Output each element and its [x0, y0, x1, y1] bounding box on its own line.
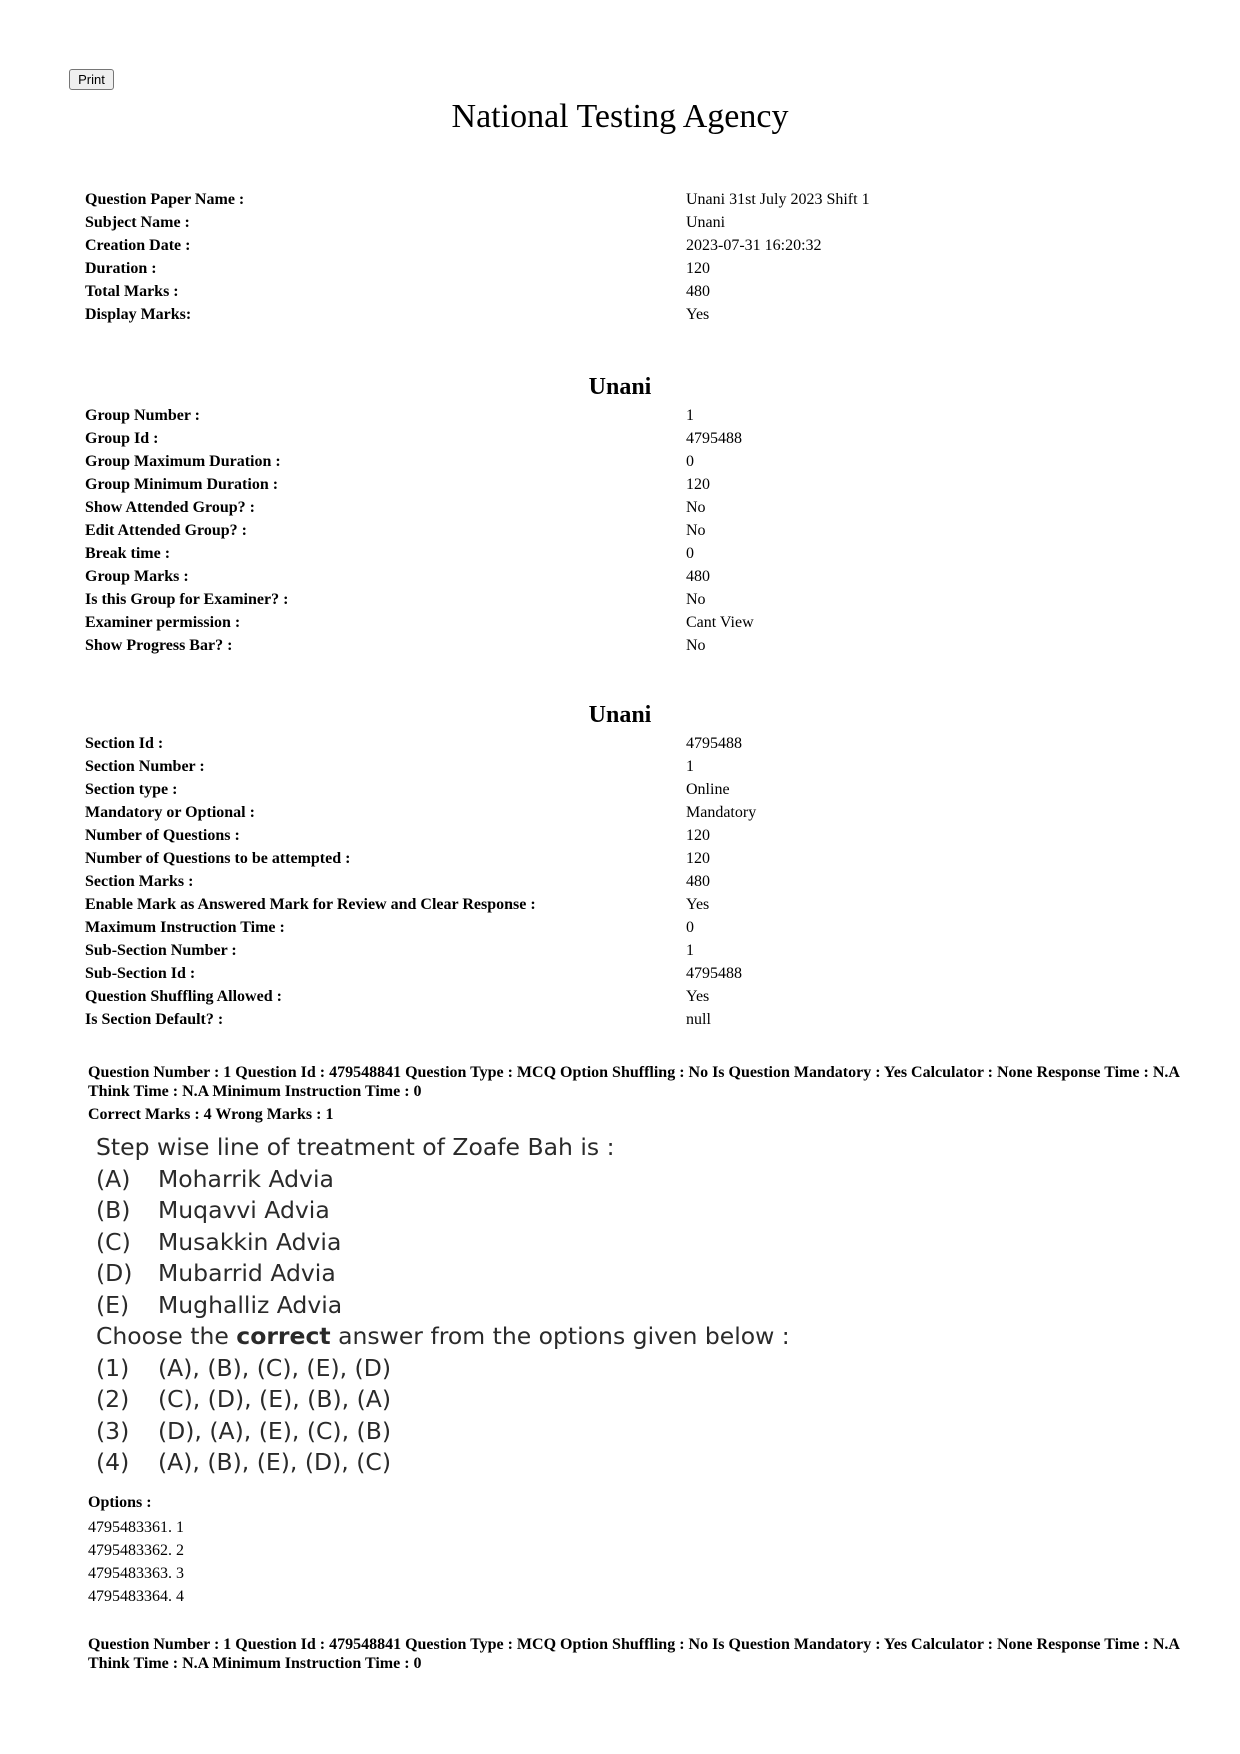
- field-value: 0: [686, 453, 694, 470]
- field-label: Number of Questions to be attempted :: [85, 850, 351, 867]
- section-info-row: [85, 916, 1185, 939]
- field-value: 1: [686, 942, 694, 959]
- answer-choice: [96, 1447, 796, 1479]
- group-info-row: [85, 588, 1185, 611]
- statement-marker: (E): [96, 1290, 130, 1319]
- choose-prefix: Choose the: [96, 1322, 237, 1350]
- field-label: Number of Questions :: [85, 827, 240, 844]
- group-info-row: [85, 427, 1185, 450]
- field-label: Group Marks :: [85, 568, 189, 585]
- field-label: Examiner permission :: [85, 614, 241, 631]
- field-label: Display Marks:: [85, 306, 192, 323]
- field-label: Show Progress Bar? :: [85, 637, 233, 654]
- section-info-row: [85, 847, 1185, 870]
- section-info-row: [85, 824, 1185, 847]
- group-info-table: [85, 404, 1185, 657]
- paper-info-row: [85, 211, 1185, 234]
- choice-marker: (2): [96, 1385, 130, 1413]
- next-question-header: Question Number : 1 Question Id : 479548841 Question Type : MCQ Option Shuffling : No Is Question Mandatory : Yes Calculator : None Response Time : N.A Think Time : N.A Minimum Instruction Time : 0: [88, 1636, 1180, 1672]
- field-value: 0: [686, 919, 694, 936]
- field-value: 0: [686, 545, 694, 562]
- option-id: 4795483364. 4: [88, 1588, 184, 1605]
- field-value: No: [686, 499, 706, 516]
- field-value: Yes: [686, 896, 710, 913]
- field-value: 120: [686, 476, 710, 493]
- field-label: Section type :: [85, 781, 178, 798]
- section-heading: Unani: [588, 702, 652, 728]
- field-value: Yes: [686, 306, 710, 323]
- field-value: Unani 31st July 2023 Shift 1: [686, 191, 870, 208]
- group-info-row: [85, 404, 1185, 427]
- choice-text: (A), (B), (E), (D), (C): [158, 1448, 391, 1476]
- statement-item: [96, 1290, 796, 1322]
- statement-text: Muqavvi Advia: [158, 1196, 330, 1224]
- field-label: Section Number :: [85, 758, 205, 775]
- statement-text: Mubarrid Advia: [158, 1259, 336, 1287]
- field-value: Unani: [686, 214, 726, 231]
- statement-text: Moharrik Advia: [158, 1164, 334, 1193]
- field-value: 480: [686, 873, 710, 890]
- paper-info-row: [85, 188, 1185, 211]
- section-info-row: [85, 1008, 1185, 1031]
- statement-marker: (D): [96, 1259, 133, 1287]
- answer-choice: [96, 1384, 796, 1416]
- choice-text: (D), (A), (E), (C), (B): [158, 1416, 391, 1445]
- field-value: Cant View: [686, 614, 754, 631]
- field-value: 120: [686, 850, 710, 867]
- section-info-row: [85, 985, 1185, 1008]
- choice-marker: (3): [96, 1416, 130, 1445]
- group-info-row: [85, 565, 1185, 588]
- option-id: 4795483362. 2: [88, 1542, 184, 1559]
- field-label: Creation Date :: [85, 237, 191, 254]
- field-label: Question Paper Name :: [85, 191, 245, 208]
- section-info-table: [85, 732, 1185, 1031]
- field-label: Group Minimum Duration :: [85, 476, 279, 493]
- field-value: No: [686, 522, 706, 539]
- field-value: null: [686, 1011, 711, 1028]
- group-info-row: [85, 450, 1185, 473]
- field-label: Mandatory or Optional :: [85, 804, 255, 821]
- field-label: Show Attended Group? :: [85, 499, 255, 516]
- paper-info-row: [85, 280, 1185, 303]
- statement-text: Musakkin Advia: [158, 1227, 342, 1256]
- section-info-row: [85, 939, 1185, 962]
- field-value: No: [686, 637, 706, 654]
- field-label: Break time :: [85, 545, 171, 562]
- field-value: Online: [686, 781, 730, 798]
- options-list: [88, 1516, 184, 1608]
- marks-line: Correct Marks : 4 Wrong Marks : 1: [88, 1106, 334, 1123]
- field-value: 2023-07-31 16:20:32: [686, 237, 822, 254]
- group-info-row: [85, 542, 1185, 565]
- question-header: Question Number : 1 Question Id : 479548841 Question Type : MCQ Option Shuffling : No Is Question Mandatory : Yes Calculator : None Response Time : N.A Think Time : N.A Minimum Instruction Time : 0: [88, 1064, 1180, 1100]
- question-body: [96, 1132, 796, 1479]
- section-info-row: [85, 870, 1185, 893]
- field-label: Section Id :: [85, 735, 164, 752]
- paper-info-table: [85, 188, 1185, 326]
- field-label: Group Maximum Duration :: [85, 453, 281, 470]
- print-button[interactable]: Print: [69, 69, 114, 90]
- choose-bold: correct: [236, 1322, 331, 1350]
- field-value: 4795488: [686, 965, 742, 982]
- field-label: Group Id :: [85, 430, 159, 447]
- choose-instruction: [96, 1321, 796, 1353]
- statement-marker: (C): [96, 1227, 131, 1256]
- field-value: 4795488: [686, 735, 742, 752]
- field-label: Duration :: [85, 260, 157, 277]
- field-label: Question Shuffling Allowed :: [85, 988, 282, 1005]
- page-title: National Testing Agency: [451, 98, 789, 135]
- section-info-row: [85, 893, 1185, 916]
- field-value: 1: [686, 407, 694, 424]
- paper-info-row: [85, 234, 1185, 257]
- option-id: 4795483363. 3: [88, 1565, 184, 1582]
- field-label: Is Section Default? :: [85, 1011, 224, 1028]
- paper-info-row: [85, 257, 1185, 280]
- group-info-row: [85, 611, 1185, 634]
- statement-text: Mughalliz Advia: [158, 1290, 343, 1319]
- section-info-row: [85, 778, 1185, 801]
- field-label: Sub-Section Id :: [85, 965, 196, 982]
- field-value: 120: [686, 827, 710, 844]
- field-label: Total Marks :: [85, 283, 179, 300]
- statement-item: [96, 1195, 796, 1227]
- section-info-row: [85, 755, 1185, 778]
- section-info-row: [85, 801, 1185, 824]
- choice-marker: (1): [96, 1353, 130, 1382]
- field-value: 480: [686, 283, 710, 300]
- field-value: 120: [686, 260, 710, 277]
- field-label: Group Number :: [85, 407, 200, 424]
- group-info-row: [85, 519, 1185, 542]
- field-value: Yes: [686, 988, 710, 1005]
- choice-marker: (4): [96, 1448, 130, 1476]
- group-heading: Unani: [588, 374, 652, 400]
- choice-text: (A), (B), (C), (E), (D): [158, 1353, 391, 1382]
- field-value: Mandatory: [686, 804, 757, 821]
- field-label: Sub-Section Number :: [85, 942, 237, 959]
- field-label: Enable Mark as Answered Mark for Review and Clear Response :: [85, 896, 536, 913]
- field-label: Subject Name :: [85, 214, 190, 231]
- statement-marker: (B): [96, 1196, 131, 1224]
- statement-item: [96, 1227, 796, 1259]
- choice-text: (C), (D), (E), (B), (A): [158, 1385, 391, 1413]
- field-value: 1: [686, 758, 694, 775]
- group-info-row: [85, 634, 1185, 657]
- answer-choice: [96, 1353, 796, 1385]
- field-value: 480: [686, 568, 710, 585]
- field-label: Maximum Instruction Time :: [85, 919, 285, 936]
- statement-marker: (A): [96, 1164, 131, 1193]
- answer-choice: [96, 1416, 796, 1448]
- paper-info-row: [85, 303, 1185, 326]
- choose-suffix: answer from the options given below :: [330, 1322, 790, 1350]
- field-value: 4795488: [686, 430, 742, 447]
- group-info-row: [85, 473, 1185, 496]
- field-label: Edit Attended Group? :: [85, 522, 247, 539]
- options-label: Options :: [88, 1494, 152, 1511]
- statement-item: [96, 1164, 796, 1196]
- group-info-row: [85, 496, 1185, 519]
- field-label: Is this Group for Examiner? :: [85, 591, 289, 608]
- option-id: 4795483361. 1: [88, 1519, 184, 1536]
- section-info-row: [85, 732, 1185, 755]
- question-stem: Step wise line of treatment of Zoafe Bah is :: [96, 1133, 615, 1161]
- section-info-row: [85, 962, 1185, 985]
- field-value: No: [686, 591, 706, 608]
- statement-item: [96, 1258, 796, 1290]
- field-label: Section Marks :: [85, 873, 194, 890]
